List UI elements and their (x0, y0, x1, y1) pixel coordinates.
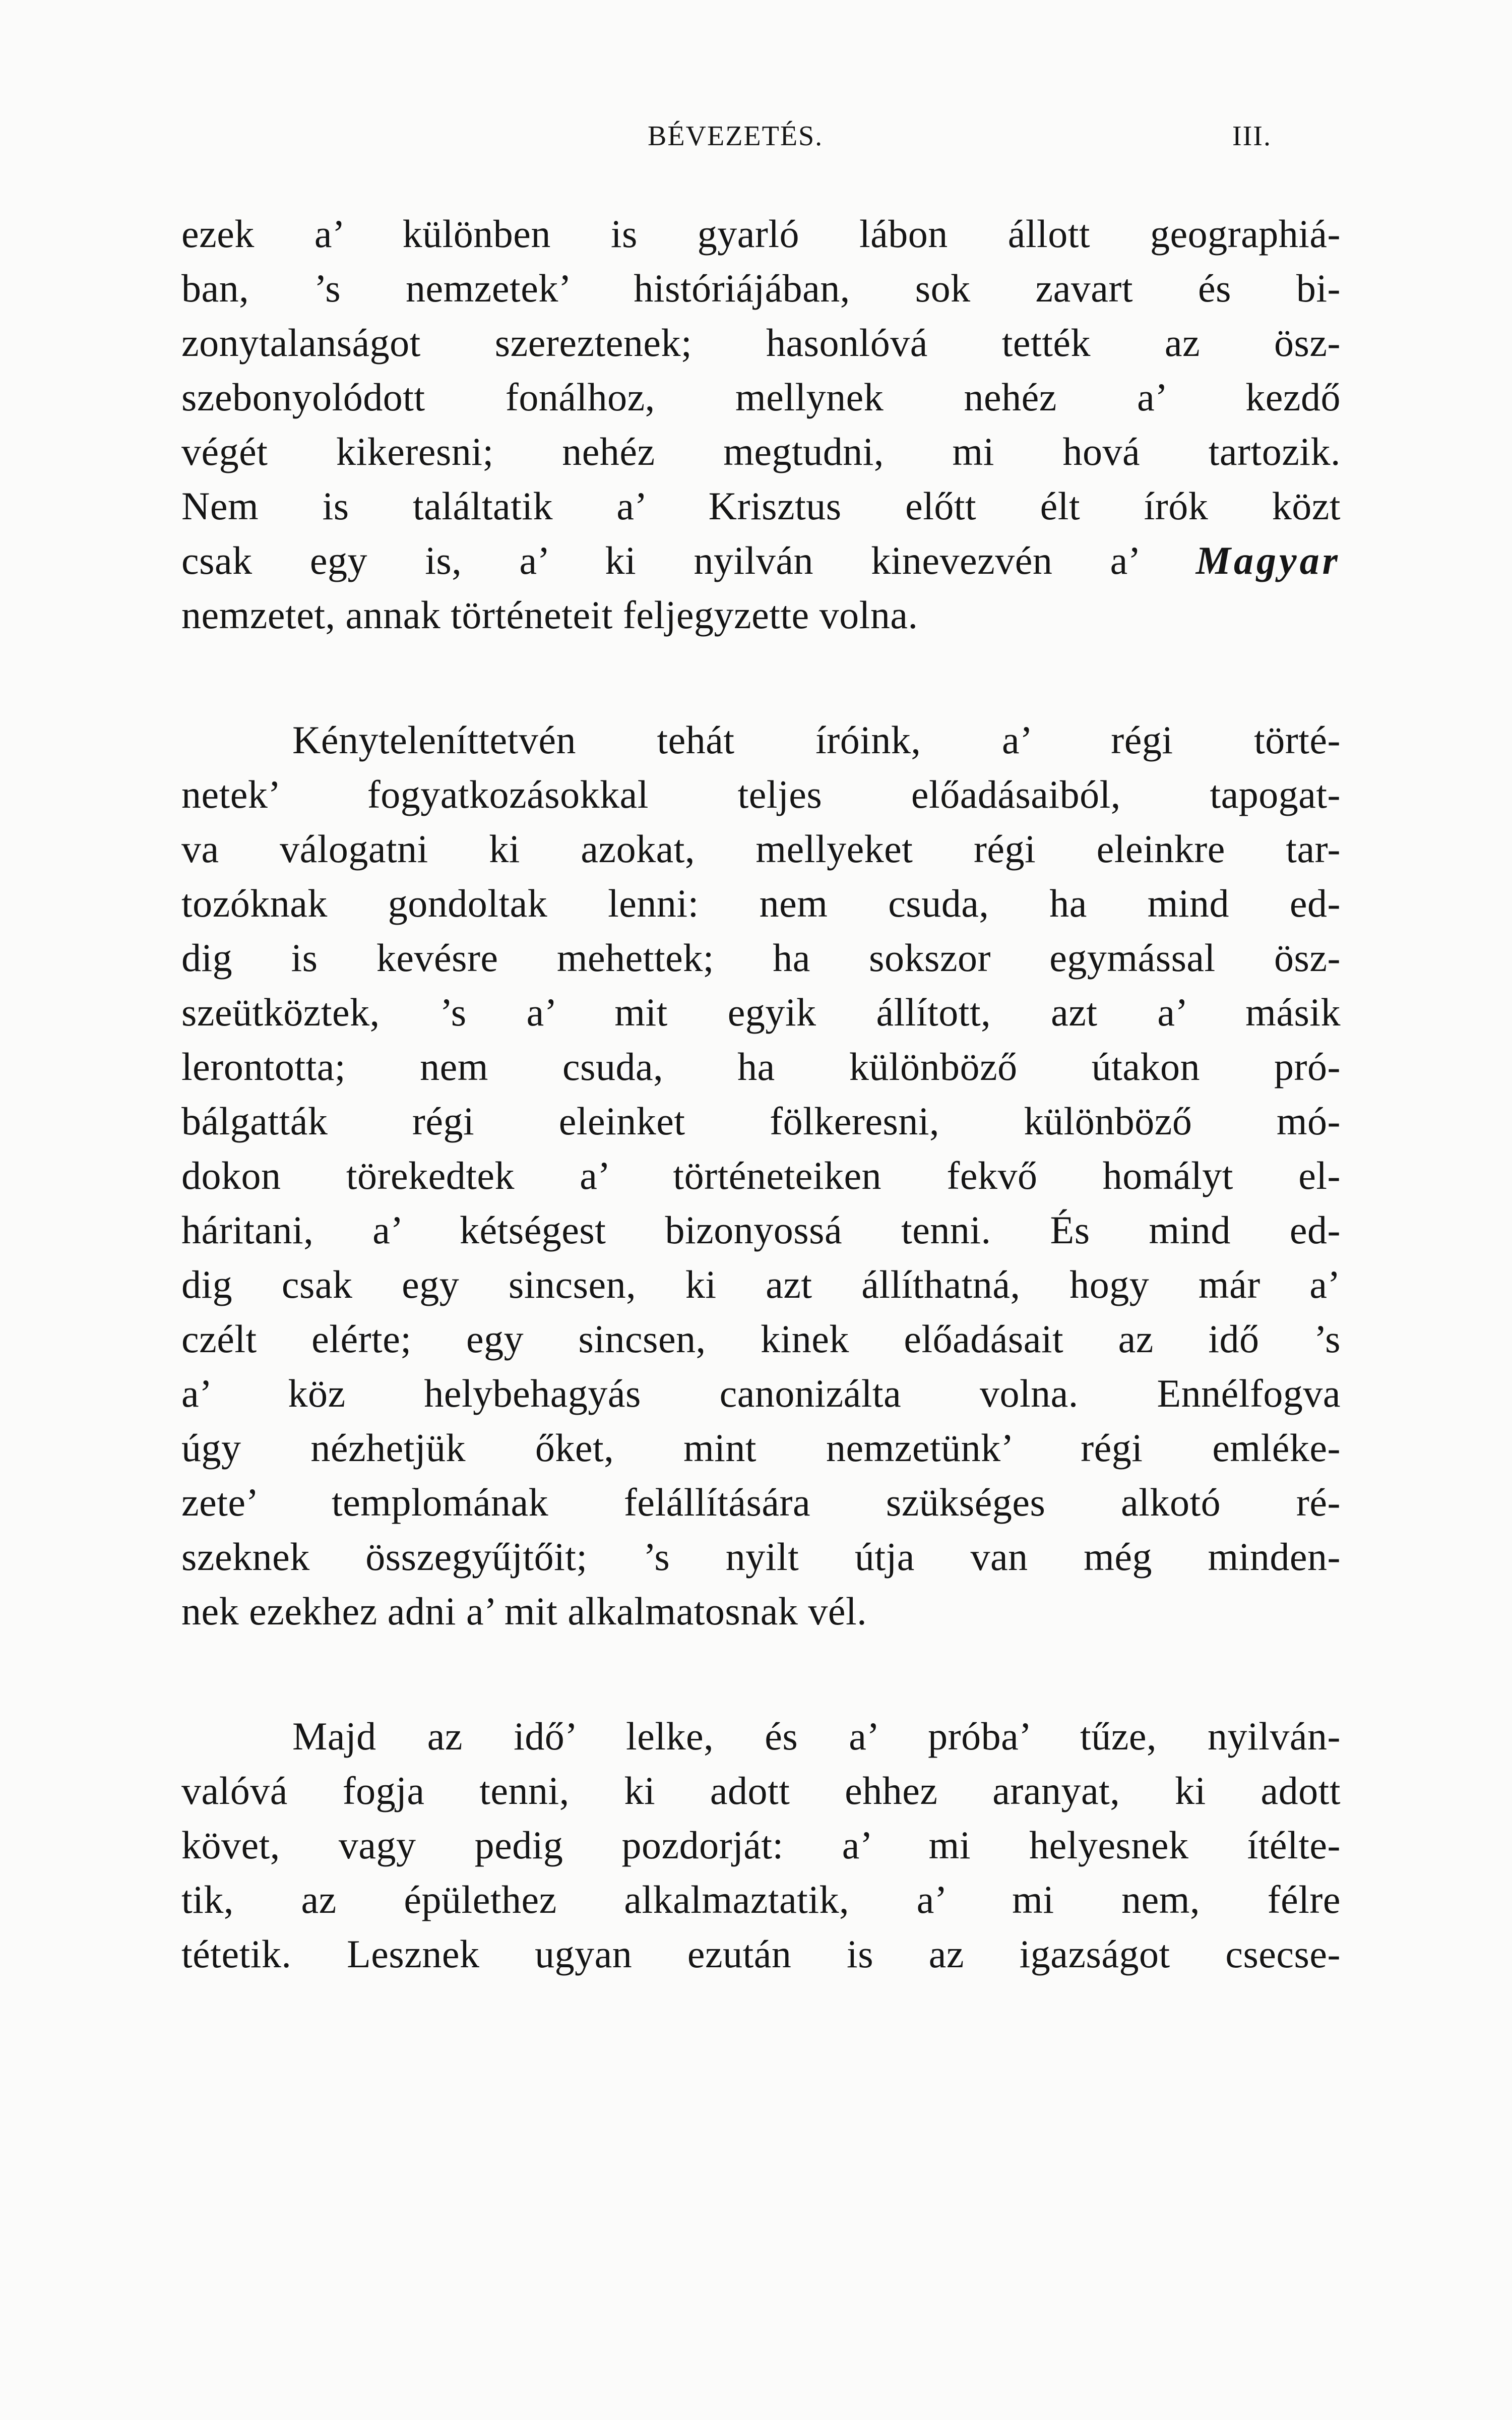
text-line: a’ köz helybehagyás canonizálta volna. Ennélfogva (181, 1371, 1341, 1415)
emphasized-word: Magyar (1195, 538, 1341, 582)
text-line: lerontotta; nem csuda, ha különböző útakon pró- (181, 1045, 1341, 1088)
text-line: úgy nézhetjük őket, mint nemzetünk’ régi emléke- (181, 1426, 1341, 1470)
paragraph-3 (181, 1709, 1341, 1981)
text-line: czélt elérte; egy sincsen, kinek előadásait az idő ’s (181, 1317, 1341, 1361)
text-line: va válogatni ki azokat, mellyeket régi eleinkre tar- (181, 827, 1341, 871)
running-header (0, 120, 1512, 155)
text-line-with-emphasis (181, 533, 1341, 588)
text-line: ban, ’s nemzetek’ históriájában, sok zavart és bi- (181, 266, 1341, 310)
text-line: szebonyolódott fonálhoz, mellynek nehéz a’ kezdő (181, 375, 1341, 419)
running-title: BÉVEZETÉS. (648, 120, 824, 152)
text-line: nek ezekhez adni a’ mit alkalmatosnak vél. (181, 1589, 867, 1633)
page-number: III. (1232, 120, 1272, 152)
text-line: dig csak egy sincsen, ki azt állíthatná, hogy már a’ (181, 1262, 1341, 1306)
paragraph-1 (181, 207, 1341, 642)
text-line: netek’ fogyatkozásokkal teljes előadásaiból, tapogat- (181, 772, 1341, 816)
text-line: szeütköztek, ’s a’ mit egyik állított, azt a’ másik (181, 990, 1341, 1034)
text-line: nemzetet, annak történeteit feljegyzette volna. (181, 593, 918, 637)
text-line: Kényteleníttetvén tehát íróink, a’ régi törté- (292, 718, 1341, 762)
text-line: zete’ templomának felállítására szükséges alkotó ré- (181, 1480, 1341, 1524)
text-line: Majd az idő’ lelke, és a’ próba’ tűze, nyilván- (292, 1714, 1341, 1758)
text-line: ezek a’ különben is gyarló lábon állott geographiá- (181, 212, 1341, 256)
text-line: tik, az épülethez alkalmaztatik, a’ mi nem, félre (181, 1878, 1341, 1921)
text-line: háritani, a’ kétségest bizonyossá tenni. És mind ed- (181, 1208, 1341, 1252)
text-line: követ, vagy pedig pozdorját: a’ mi helyesnek ítélte- (181, 1823, 1341, 1867)
body-text (181, 207, 1341, 1981)
text-segment: csak egy is, a’ ki nyilván kinevezvén a’ (181, 538, 1139, 582)
paragraph-gap (181, 1639, 1341, 1709)
text-line: zonytalanságot szereztenek; hasonlóvá tették az ösz- (181, 321, 1341, 365)
text-line: bálgatták régi eleinket fölkeresni, különböző mó- (181, 1099, 1341, 1143)
text-line: valóvá fogja tenni, ki adott ehhez aranyat, ki adott (181, 1769, 1341, 1812)
text-line: Nem is találtatik a’ Krisztus előtt élt írók közt (181, 484, 1341, 528)
text-line: dig is kevésre mehettek; ha sokszor egymással ösz- (181, 936, 1341, 980)
text-line: szeknek összegyűjtőit; ’s nyilt útja van még minden- (181, 1535, 1341, 1579)
text-line: tozóknak gondoltak lenni: nem csuda, ha mind ed- (181, 881, 1341, 925)
text-line: tétetik. Lesznek ugyan ezután is az igazságot csecse- (181, 1932, 1341, 1976)
text-line: dokon törekedtek a’ történeteiken fekvő homályt el- (181, 1154, 1341, 1197)
paragraph-2 (181, 713, 1341, 1639)
paragraph-gap (181, 642, 1341, 713)
text-line: végét kikeresni; nehéz megtudni, mi hová tartozik. (181, 430, 1341, 473)
